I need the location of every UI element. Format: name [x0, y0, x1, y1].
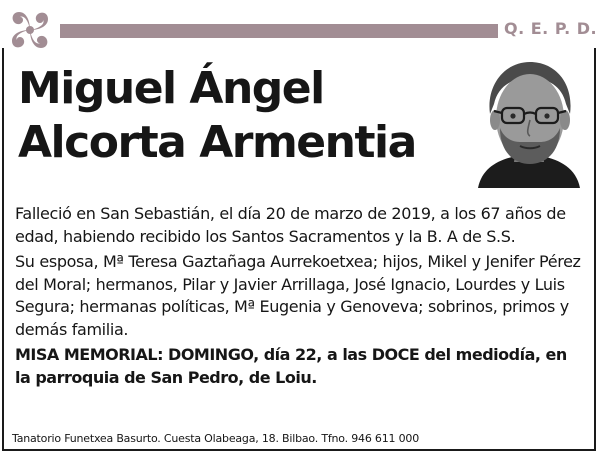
name-line-surnames: Alcorta Armentia: [18, 117, 416, 168]
notice-body: [15, 203, 585, 392]
header-bar: [60, 24, 498, 38]
portrait-photo: [476, 56, 582, 188]
lauburu-icon: [6, 6, 54, 54]
qepd-label: Q. E. P. D.: [504, 19, 598, 38]
funeral-home-info: Tanatorio Funetxea Basurto. Cuesta Olabeaga, 18. Bilbao. Tfno. 946 611 000: [12, 432, 420, 445]
mass-notice: MISA MEMORIAL: DOMINGO, día 22, a las DOCE del mediodía, en la parroquia de San Pedro, de Loiu.: [15, 345, 567, 387]
family-list: Su esposa, Mª Teresa Gaztañaga Aurrekoetxea; hijos, Mikel y Jenifer Pérez del Moral; hermanos, Pilar y Javier Arrillaga, José Ignacio, Lourdes y Luis Segura; hermanas políticas, Mª Eugenia y Genoveva; sobrinos, primos y demás familia.: [15, 252, 581, 339]
name-line-first: Miguel Ángel: [18, 63, 324, 114]
death-announcement: Falleció en San Sebastián, el día 20 de marzo de 2019, a los 67 años de edad, habiendo recibido los Santos Sacramentos y la B. A de S.S.: [15, 204, 566, 246]
deceased-name: [18, 62, 416, 170]
